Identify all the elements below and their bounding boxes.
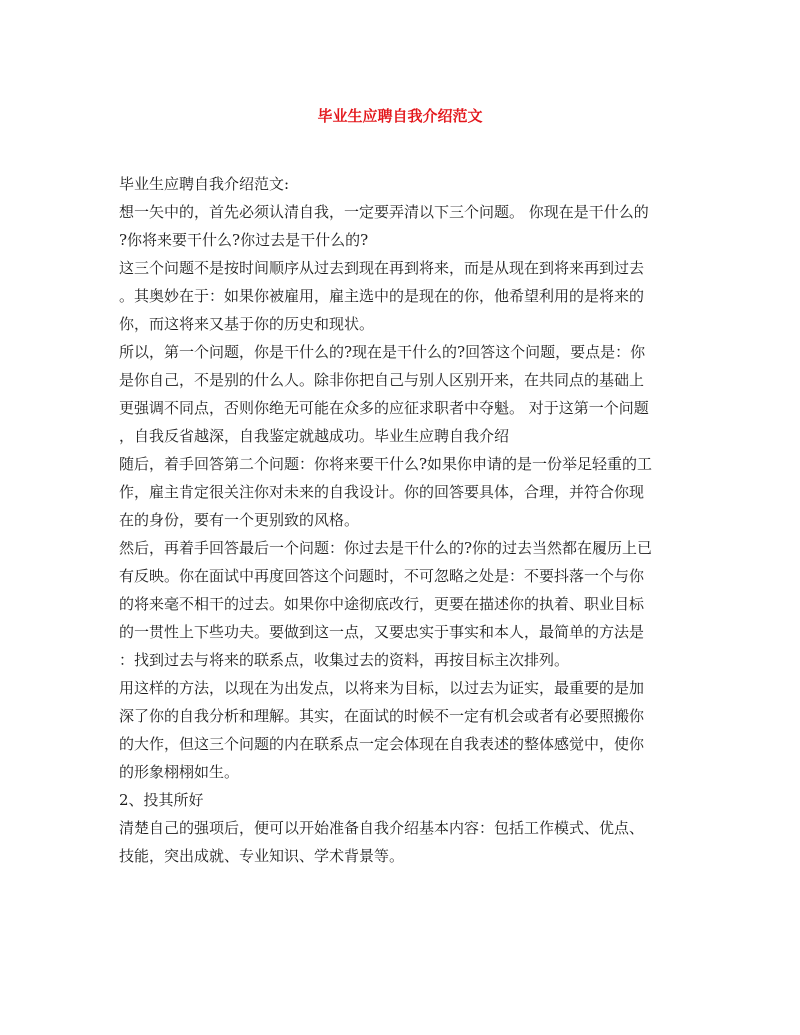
text-line: 所以，第一个问题，你是干什么的?现在是干什么的?回答这个问题，要点是：你 (119, 343, 646, 361)
section-heading: 2、投其所好 (119, 791, 204, 809)
text-line: ：找到过去与将来的联系点，收集过去的资料，再按目标主次排列。 (119, 651, 570, 669)
document-title: 毕业生应聘自我介绍范文 (317, 107, 483, 125)
text-line: 你，而这将来又基于你的历史和现状。 (119, 315, 375, 333)
text-line: 随后，着手回答第二个问题：你将来要干什么?如果你申请的是一份举足轻重的工 (119, 455, 653, 473)
text-line: 的大作，但这三个问题的内在联系点一定会体现在自我表述的整体感觉中，使你 (119, 735, 645, 753)
document-body (119, 170, 681, 870)
text-line: 然后，再着手回答最后一个问题：你过去是干什么的?你的过去当然都在履历上已 (119, 539, 653, 557)
text-line: 想一矢中的，首先必须认清自我，一定要弄清以下三个问题。 你现在是干什么的 (119, 203, 649, 221)
text-line: 在的身份，要有一个更别致的风格。 (119, 511, 360, 529)
text-line: 用这样的方法，以现在为出发点，以将来为目标，以过去为证实，最重要的是加 (119, 679, 645, 697)
text-line: 的一贯性上下些功夫。要做到这一点，又要忠实于事实和本人，最简单的方法是 (119, 623, 645, 641)
text-line: 毕业生应聘自我介绍范文: (119, 175, 290, 193)
text-line: 清楚自己的强项后，便可以开始准备自我介绍基本内容：包括工作模式、优点、 (119, 819, 645, 837)
text-line: 更强调不同点，否则你绝无可能在众多的应征求职者中夺魁。 对于这第一个问题 (119, 399, 649, 417)
text-line: 是你自己，不是别的什么人。除非你把自己与别人区别开来，在共同点的基础上 (119, 371, 645, 389)
text-line: 技能，突出成就、专业知识、学术背景等。 (119, 847, 405, 865)
text-line: 作，雇主肯定很关注你对未来的自我设计。你的回答要具体，合理，并符合你现 (119, 483, 645, 501)
text-line: 这三个问题不是按时间顺序从过去到现在再到将来，而是从现在到将来再到过去 (119, 259, 645, 277)
text-line: 深了你的自我分析和理解。其实，在面试的时候不一定有机会或者有必要照搬你 (119, 707, 645, 725)
text-line: 的将来毫不相干的过去。如果你中途彻底改行，更要在描述你的执着、职业目标 (119, 595, 645, 613)
text-line: 。其奥妙在于：如果你被雇用，雇主选中的是现在的你，他希望利用的是将来的 (119, 287, 645, 305)
text-line: 的形象栩栩如生。 (119, 763, 240, 781)
text-line: ，自我反省越深，自我鉴定就越成功。毕业生应聘自我介绍 (119, 427, 510, 445)
text-line: 有反映。你在面试中再度回答这个问题时，不可忽略之处是：不要抖落一个与你 (119, 567, 645, 585)
text-line: ?你将来要干什么?你过去是干什么的? (119, 231, 369, 249)
